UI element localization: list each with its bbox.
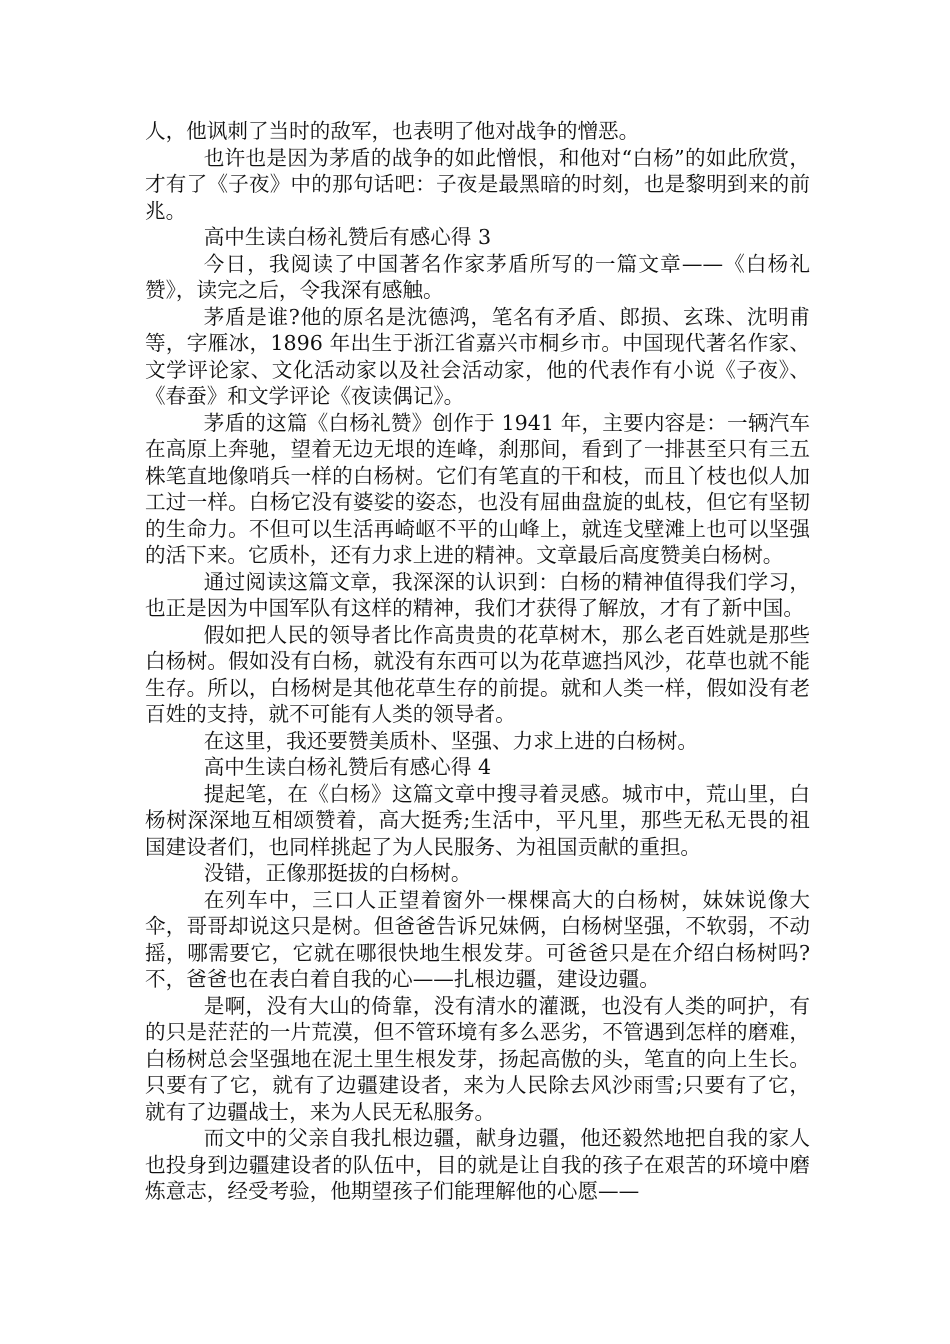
- paragraph: 提起笔，在《白杨》这篇文章中搜寻着灵感。城市中，荒山里，白杨树深深地互相颂赞着，高大挺秀;生活中，平凡里，那些无私无畏的祖国建设者们，也同样挑起了为人民服务、为祖国贡献的重担。: [145, 781, 810, 859]
- paragraph: 没错，正像那挺拔的白杨树。: [203, 861, 472, 885]
- paragraph: 也许也是因为茅盾的战争的如此憎恨，和他对“白杨”的如此欣赏，才有了《子夜》中的那句话吧：子夜是最黑暗的时刻，也是黎明到来的前兆。: [145, 145, 810, 223]
- paragraph: 在这里，我还要赞美质朴、坚强、力求上进的白杨树。: [203, 728, 698, 753]
- document-body: [145, 118, 810, 1205]
- section-heading: 高中生读白杨礼赞后有感心得 4: [203, 755, 492, 779]
- paragraph: 而文中的父亲自我扎根边疆，献身边疆，他还毅然地把自我的家人也投身到边疆建设者的队伍中，目的就是让自我的孩子在艰苦的环境中磨炼意志，经受考验，他期望孩子们能理解他的心愿——: [145, 1126, 810, 1203]
- paragraph: 人，他讽刺了当时的敌军，也表明了他对战争的憎恶。: [145, 119, 640, 143]
- paragraph: 是啊，没有大山的倚靠，没有清水的灌溉，也没有人类的呵护，有的只是茫茫的一片荒漠，但不管环境有多么恶劣，不管遇到怎样的磨难，白杨树总会坚强地在泥土里生根发芽，扬起高傲的头，笔直的向上生长。只要有了它，就有了边疆建设者，来为人民除去风沙雨雪;只要有了它，就有了边疆战士，来为人民无私服务。: [145, 993, 810, 1124]
- paragraph: 在列车中，三口人正望着窗外一棵棵高大的白杨树，妹妹说像大伞，哥哥却说这只是树。但爸爸告诉兄妹俩，白杨树坚强，不软弱，不动摇，哪需要它，它就在哪很快地生根发芽。可爸爸只是在介绍白杨树吗?不，爸爸也在表白着自我的心——扎根边疆，建设边疆。: [145, 887, 810, 991]
- paragraph: 通过阅读这篇文章，我深深的认识到：白杨的精神值得我们学习，也正是因为中国军队有这样的精神，我们才获得了解放，才有了新中国。: [145, 569, 810, 620]
- paragraph: 茅盾是谁?他的原名是沈德鸿，笔名有矛盾、郎损、玄珠、沈明甫等，字雁冰，1896 年出生于浙江省嘉兴市桐乡市。中国现代著名作家、文学评论家、文化活动家以及社会活动家，他的代表作有小说《子夜》、《春蚕》和文学评论《夜读偶记》。: [145, 304, 810, 408]
- paragraph: 假如把人民的领导者比作高贵贵的花草树木，那么老百姓就是那些白杨树。假如没有白杨，就没有东西可以为花草遮挡风沙，花草也就不能生存。所以，白杨树是其他花草生存的前提。就和人类一样，假如没有老百姓的支持，就不可能有人类的领导者。: [145, 622, 810, 726]
- section-heading: 高中生读白杨礼赞后有感心得 3: [203, 225, 492, 249]
- paragraph: 茅盾的这篇《白杨礼赞》创作于 1941 年，主要内容是：一辆汽车在高原上奔驰，望着无边无垠的连峰，刹那间，看到了一排甚至只有三五株笔直地像哨兵一样的白杨树。它们有笔直的干和枝，而且丫枝也似人加工过一样。白杨它没有婆娑的姿态，也没有屈曲盘旋的虬枝，但它有坚韧的生命力。不但可以生活再崎岖不平的山峰上，就连戈壁滩上也可以坚强的活下来。它质朴，还有力求上进的精神。文章最后高度赞美白杨树。: [145, 410, 810, 567]
- paragraph: 今日，我阅读了中国著名作家茅盾所写的一篇文章——《白杨礼赞》，读完之后，令我深有感触。: [145, 251, 810, 302]
